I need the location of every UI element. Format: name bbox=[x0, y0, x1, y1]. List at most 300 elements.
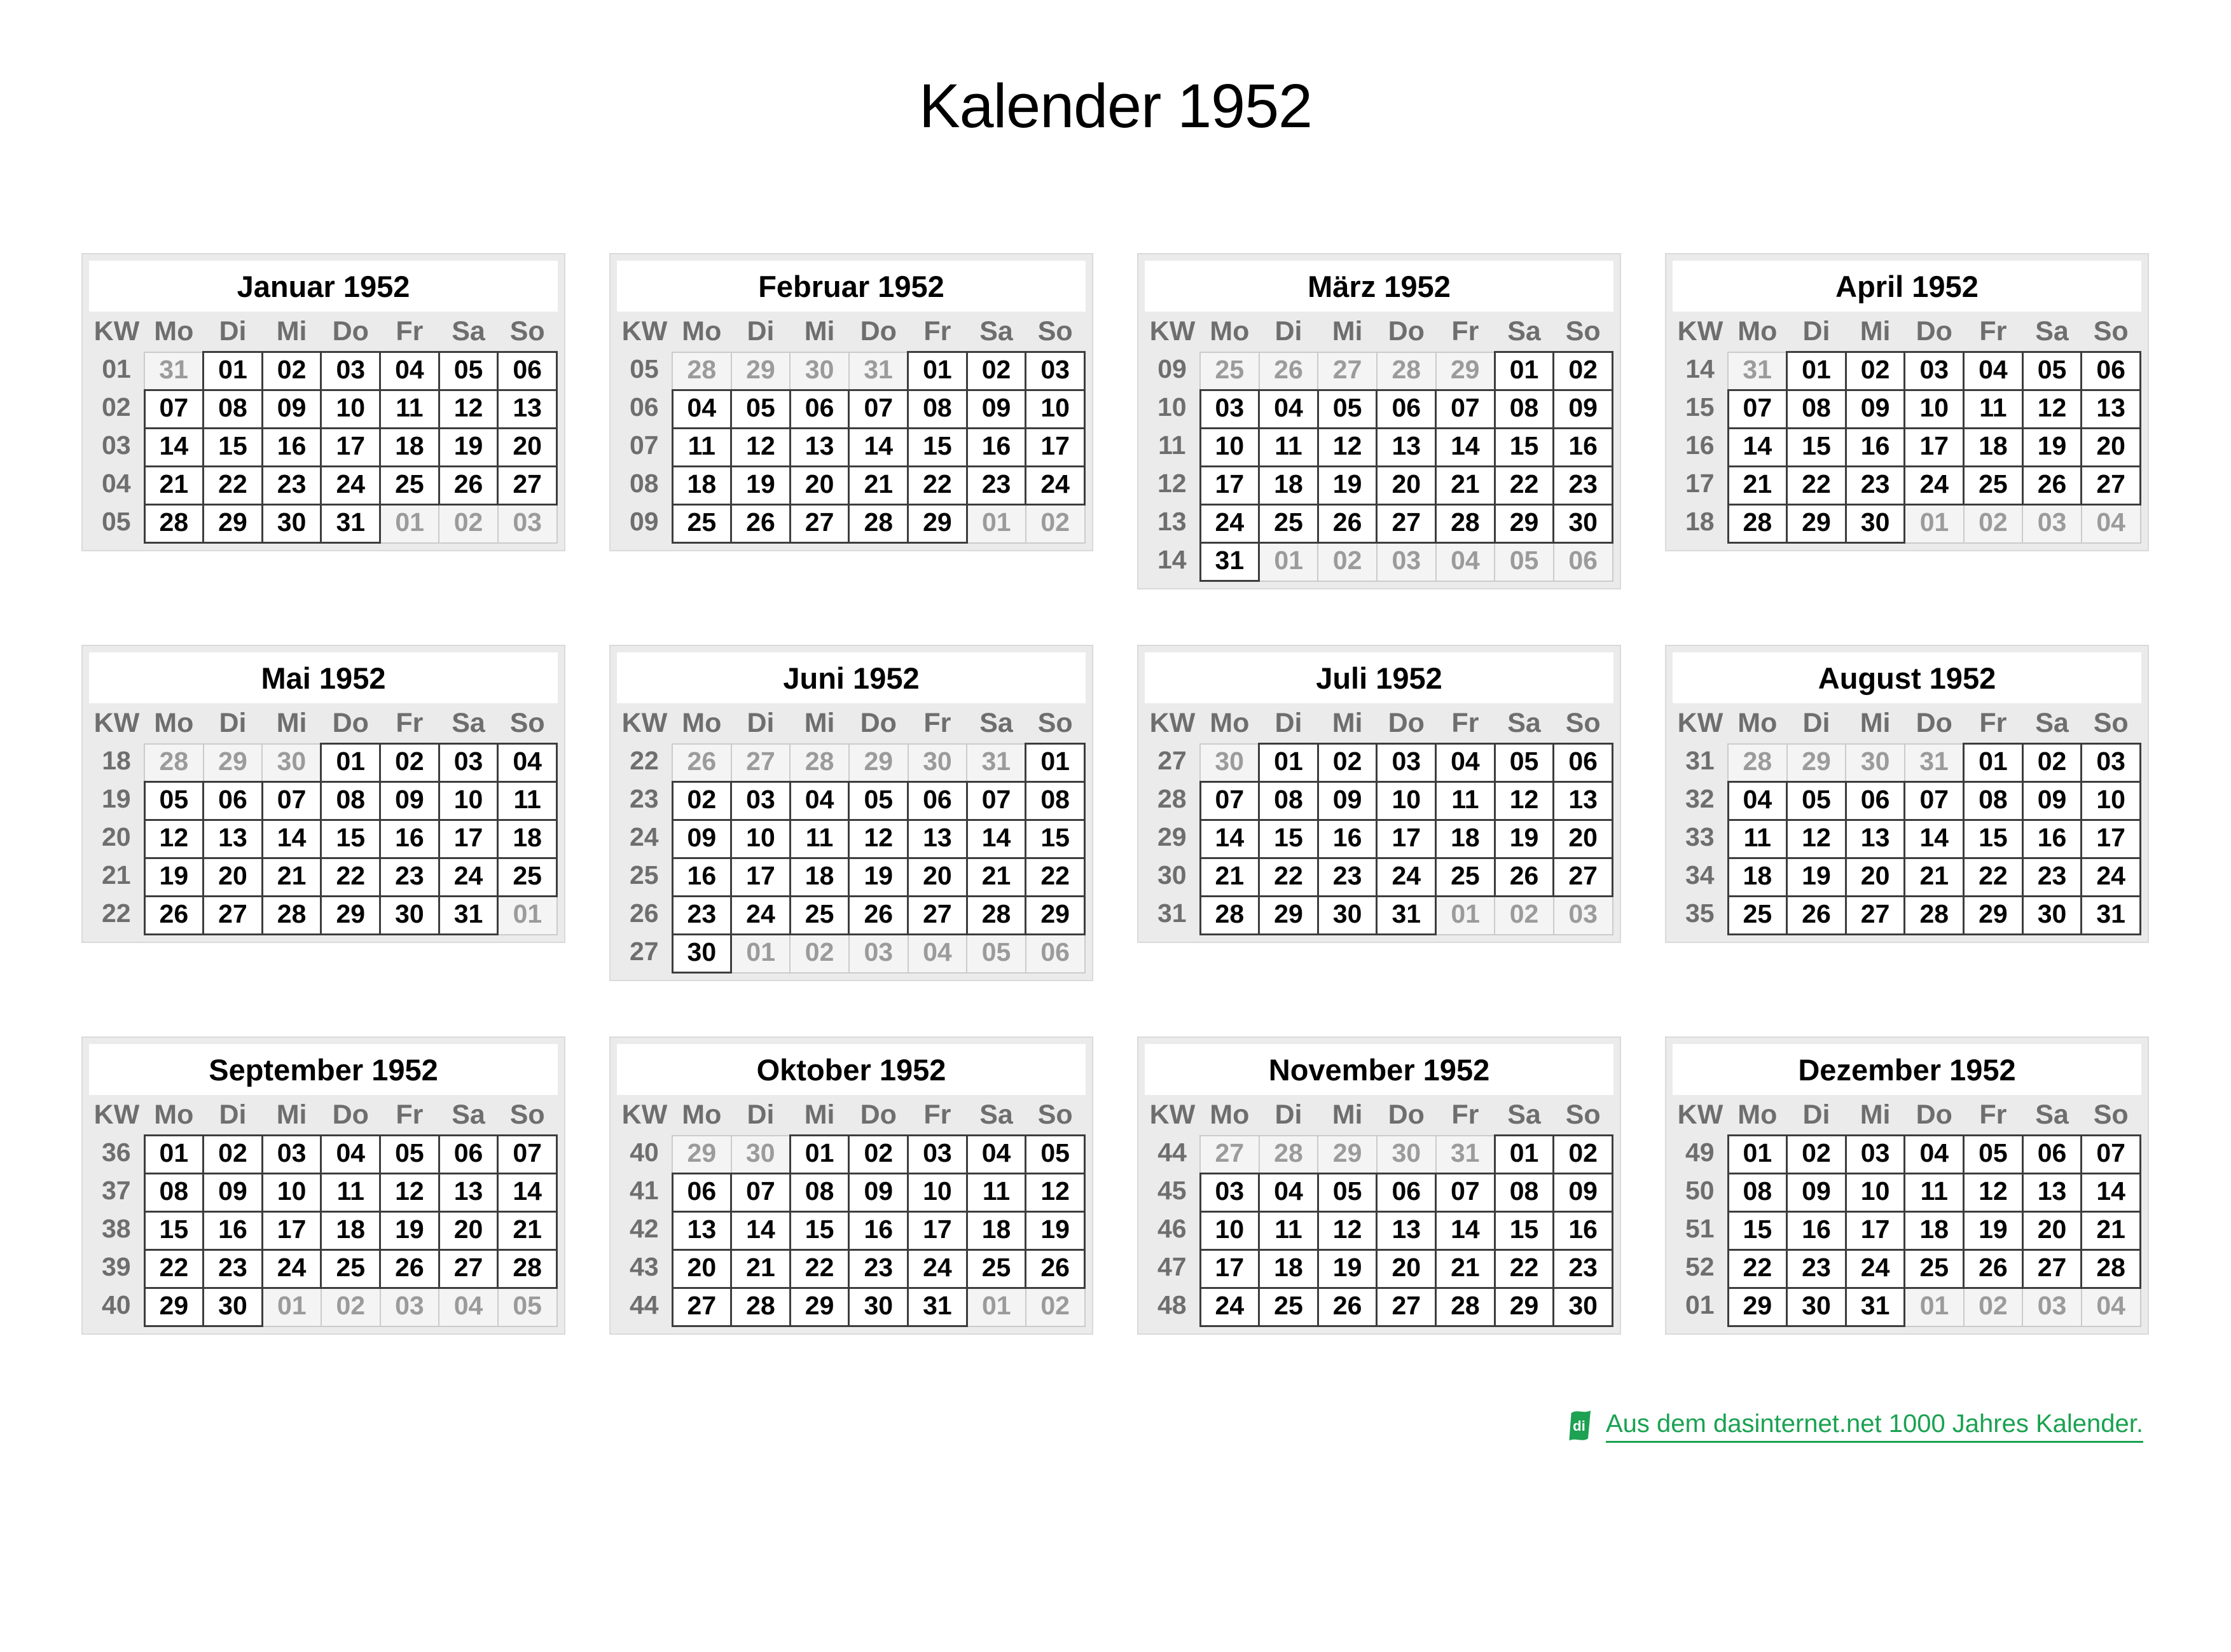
day-cell: 04 bbox=[380, 352, 439, 390]
day-cell: 09 bbox=[1787, 1174, 1846, 1212]
week-row bbox=[89, 820, 557, 858]
day-cell: 31 bbox=[1377, 897, 1436, 935]
week-number-cell: 03 bbox=[101, 430, 131, 460]
week-number-cell: 51 bbox=[1685, 1213, 1715, 1243]
week-number-cell: 35 bbox=[1685, 898, 1715, 928]
weekday-header: Do bbox=[332, 707, 369, 738]
week-row bbox=[1145, 543, 1613, 581]
day-cell: 11 bbox=[498, 782, 557, 820]
day-cell: 25 bbox=[1905, 1250, 1964, 1288]
day-cell: 03 bbox=[380, 1288, 439, 1326]
day-cell: 29 bbox=[204, 505, 263, 543]
day-cell: 30 bbox=[1200, 744, 1259, 782]
day-cell: 27 bbox=[731, 744, 791, 782]
weekday-header: Mo bbox=[682, 315, 722, 347]
day-cell: 27 bbox=[1318, 352, 1377, 390]
day-cell: 28 bbox=[1377, 352, 1436, 390]
week-row bbox=[1673, 782, 2141, 820]
week-number-cell: 27 bbox=[1157, 745, 1187, 775]
day-cell: 31 bbox=[144, 352, 204, 390]
day-cell: 12 bbox=[439, 390, 498, 429]
day-cell: 20 bbox=[498, 429, 557, 467]
weekday-header: Sa bbox=[979, 1099, 1013, 1130]
week-row bbox=[1673, 429, 2141, 467]
weekday-header: Do bbox=[860, 315, 897, 347]
day-cell: 10 bbox=[731, 820, 791, 858]
month-title: April 1952 bbox=[1673, 261, 2141, 312]
day-cell: 30 bbox=[1846, 505, 1905, 543]
day-cell: 14 bbox=[967, 820, 1026, 858]
day-cell: 21 bbox=[1200, 858, 1259, 897]
day-cell: 31 bbox=[439, 897, 498, 935]
day-cell: 28 bbox=[1728, 744, 1787, 782]
day-cell: 11 bbox=[1905, 1174, 1964, 1212]
day-cell: 05 bbox=[1318, 390, 1377, 429]
day-cell: 05 bbox=[1318, 1174, 1377, 1212]
day-cell: 02 bbox=[262, 352, 321, 390]
day-cell: 21 bbox=[849, 467, 908, 505]
month-grid bbox=[1145, 703, 1613, 935]
day-cell: 19 bbox=[439, 429, 498, 467]
week-row bbox=[1673, 390, 2141, 429]
month-title: August 1952 bbox=[1673, 652, 2141, 703]
day-cell: 14 bbox=[731, 1212, 791, 1250]
day-cell: 22 bbox=[908, 467, 967, 505]
day-cell: 24 bbox=[321, 467, 380, 505]
day-cell: 23 bbox=[967, 467, 1026, 505]
day-cell: 02 bbox=[1554, 352, 1613, 390]
day-cell: 29 bbox=[849, 744, 908, 782]
day-cell: 26 bbox=[144, 897, 204, 935]
day-cell: 02 bbox=[2022, 744, 2082, 782]
day-cell: 25 bbox=[1436, 858, 1495, 897]
day-cell: 08 bbox=[144, 1174, 204, 1212]
day-cell: 22 bbox=[204, 467, 263, 505]
day-cell: 02 bbox=[204, 1136, 263, 1174]
day-cell: 10 bbox=[1377, 782, 1436, 820]
day-cell: 09 bbox=[2022, 782, 2082, 820]
day-cell: 15 bbox=[1026, 820, 1085, 858]
day-cell: 25 bbox=[380, 467, 439, 505]
week-row bbox=[1145, 782, 1613, 820]
kw-column-header: KW bbox=[1677, 708, 1723, 739]
day-cell: 13 bbox=[2022, 1174, 2082, 1212]
day-cell: 03 bbox=[849, 935, 908, 973]
day-cell: 08 bbox=[1728, 1174, 1787, 1212]
day-cell: 24 bbox=[731, 897, 791, 935]
day-cell: 22 bbox=[1728, 1250, 1787, 1288]
weekday-header: Mi bbox=[1860, 315, 1891, 347]
weekday-header: Mi bbox=[276, 315, 307, 347]
day-cell: 29 bbox=[1728, 1288, 1787, 1326]
week-row bbox=[1145, 1174, 1613, 1212]
day-cell: 27 bbox=[1200, 1136, 1259, 1174]
day-cell: 21 bbox=[262, 858, 321, 897]
week-number-cell: 25 bbox=[629, 860, 659, 890]
day-cell: 02 bbox=[790, 935, 849, 973]
day-cell: 05 bbox=[1026, 1136, 1085, 1174]
week-row bbox=[617, 1250, 1085, 1288]
day-cell: 01 bbox=[321, 744, 380, 782]
day-cell: 30 bbox=[380, 897, 439, 935]
day-cell: 28 bbox=[498, 1250, 557, 1288]
day-cell: 02 bbox=[1964, 505, 2023, 543]
weekday-header: Sa bbox=[452, 707, 485, 738]
week-row bbox=[1673, 820, 2141, 858]
weekday-header: So bbox=[1565, 1099, 1601, 1130]
month-grid bbox=[617, 703, 1086, 974]
weekday-header: Mi bbox=[276, 707, 307, 738]
week-row bbox=[1145, 390, 1613, 429]
day-cell: 10 bbox=[2082, 782, 2141, 820]
day-cell: 23 bbox=[849, 1250, 908, 1288]
day-cell: 25 bbox=[967, 1250, 1026, 1288]
day-cell: 26 bbox=[1787, 897, 1846, 935]
day-cell: 26 bbox=[1318, 505, 1377, 543]
day-cell: 11 bbox=[1436, 782, 1495, 820]
day-cell: 21 bbox=[1905, 858, 1964, 897]
day-cell: 07 bbox=[1436, 1174, 1495, 1212]
day-cell: 22 bbox=[144, 1250, 204, 1288]
day-cell: 28 bbox=[262, 897, 321, 935]
day-cell: 22 bbox=[1787, 467, 1846, 505]
day-cell: 02 bbox=[1318, 543, 1377, 581]
week-row bbox=[89, 782, 557, 820]
weekday-header: Mi bbox=[1332, 1099, 1363, 1130]
day-cell: 07 bbox=[498, 1136, 557, 1174]
day-cell: 29 bbox=[672, 1136, 731, 1174]
week-row bbox=[617, 744, 1085, 782]
week-row bbox=[1673, 744, 2141, 782]
month-grid bbox=[1673, 312, 2141, 544]
day-cell: 15 bbox=[1787, 429, 1846, 467]
week-row bbox=[1673, 1174, 2141, 1212]
day-cell: 29 bbox=[1964, 897, 2023, 935]
weekday-header: So bbox=[1037, 707, 1073, 738]
week-row bbox=[617, 782, 1085, 820]
month-grid bbox=[1145, 312, 1613, 582]
day-cell: 21 bbox=[967, 858, 1026, 897]
day-cell: 13 bbox=[204, 820, 263, 858]
day-cell: 13 bbox=[790, 429, 849, 467]
day-cell: 28 bbox=[967, 897, 1026, 935]
day-cell: 02 bbox=[1495, 897, 1554, 935]
day-cell: 10 bbox=[1905, 390, 1964, 429]
week-number-cell: 36 bbox=[101, 1137, 131, 1167]
weekday-header: Do bbox=[1916, 1099, 1952, 1130]
day-cell: 13 bbox=[1377, 1212, 1436, 1250]
day-cell: 13 bbox=[1846, 820, 1905, 858]
logo-text: di bbox=[1573, 1418, 1585, 1435]
week-number-cell: 48 bbox=[1157, 1290, 1187, 1319]
weekday-header: Do bbox=[860, 707, 897, 738]
day-cell: 03 bbox=[439, 744, 498, 782]
weekday-header: Mo bbox=[1737, 707, 1778, 738]
day-cell: 03 bbox=[1846, 1136, 1905, 1174]
weekday-header: So bbox=[1037, 315, 1073, 347]
day-cell: 11 bbox=[967, 1174, 1026, 1212]
day-cell: 05 bbox=[439, 352, 498, 390]
day-cell: 20 bbox=[908, 858, 967, 897]
day-cell: 19 bbox=[849, 858, 908, 897]
weekday-header: Fr bbox=[923, 707, 951, 738]
month-title: Januar 1952 bbox=[89, 261, 558, 312]
weekday-header: Di bbox=[1274, 707, 1302, 738]
day-cell: 04 bbox=[1964, 352, 2023, 390]
day-cell: 17 bbox=[1026, 429, 1085, 467]
day-cell: 21 bbox=[1436, 1250, 1495, 1288]
day-cell: 01 bbox=[1787, 352, 1846, 390]
day-cell: 04 bbox=[1259, 1174, 1318, 1212]
day-cell: 07 bbox=[1200, 782, 1259, 820]
day-cell: 26 bbox=[672, 744, 731, 782]
day-cell: 11 bbox=[1259, 429, 1318, 467]
day-cell: 18 bbox=[1259, 1250, 1318, 1288]
dasinternet-kalender-link[interactable] bbox=[1565, 1408, 2143, 1445]
day-cell: 28 bbox=[144, 505, 204, 543]
day-cell: 01 bbox=[380, 505, 439, 543]
day-cell: 25 bbox=[1200, 352, 1259, 390]
week-number-cell: 09 bbox=[629, 506, 659, 536]
weekday-header: Sa bbox=[979, 315, 1013, 347]
weekday-header: Fr bbox=[1979, 1099, 2007, 1130]
day-cell: 17 bbox=[1200, 467, 1259, 505]
day-cell: 29 bbox=[731, 352, 791, 390]
day-cell: 25 bbox=[1964, 467, 2023, 505]
week-number-cell: 22 bbox=[630, 745, 659, 775]
day-cell: 22 bbox=[1259, 858, 1318, 897]
day-cell: 16 bbox=[967, 429, 1026, 467]
day-cell: 25 bbox=[672, 505, 731, 543]
week-row bbox=[617, 390, 1085, 429]
day-cell: 09 bbox=[1554, 1174, 1613, 1212]
weekday-header: Do bbox=[1388, 707, 1425, 738]
day-cell: 08 bbox=[908, 390, 967, 429]
day-cell: 03 bbox=[1377, 543, 1436, 581]
month-card-september bbox=[81, 1036, 565, 1335]
week-number-cell: 04 bbox=[101, 468, 131, 498]
week-number-cell: 44 bbox=[1157, 1137, 1187, 1167]
week-row bbox=[617, 1174, 1085, 1212]
day-cell: 01 bbox=[1259, 543, 1318, 581]
weekday-header: So bbox=[2093, 707, 2129, 738]
day-cell: 22 bbox=[1964, 858, 2023, 897]
day-cell: 02 bbox=[439, 505, 498, 543]
day-cell: 01 bbox=[1728, 1136, 1787, 1174]
week-row bbox=[1673, 1250, 2141, 1288]
day-cell: 01 bbox=[1905, 505, 1964, 543]
week-row bbox=[89, 897, 557, 935]
week-row bbox=[1673, 1288, 2141, 1326]
week-number-cell: 39 bbox=[101, 1251, 131, 1281]
day-cell: 16 bbox=[1846, 429, 1905, 467]
day-cell: 31 bbox=[1436, 1136, 1495, 1174]
day-cell: 30 bbox=[1554, 1288, 1613, 1326]
day-cell: 10 bbox=[439, 782, 498, 820]
weekday-header: Di bbox=[219, 1099, 247, 1130]
day-cell: 23 bbox=[1318, 858, 1377, 897]
weekday-header: Di bbox=[1274, 1099, 1302, 1130]
month-grid bbox=[89, 312, 558, 544]
week-row bbox=[617, 429, 1085, 467]
week-number-cell: 09 bbox=[1157, 354, 1187, 383]
weekday-header: Mo bbox=[1210, 1099, 1250, 1130]
week-number-cell: 46 bbox=[1157, 1213, 1187, 1243]
day-cell: 18 bbox=[1259, 467, 1318, 505]
week-number-cell: 01 bbox=[1685, 1290, 1715, 1319]
day-cell: 02 bbox=[380, 744, 439, 782]
week-row bbox=[1673, 858, 2141, 897]
kw-column-header: KW bbox=[621, 316, 668, 347]
day-cell: 26 bbox=[2022, 467, 2082, 505]
day-cell: 16 bbox=[1318, 820, 1377, 858]
week-number-cell: 31 bbox=[1685, 745, 1715, 775]
day-cell: 29 bbox=[321, 897, 380, 935]
day-cell: 16 bbox=[672, 858, 731, 897]
day-cell: 11 bbox=[1964, 390, 2023, 429]
month-grid bbox=[1673, 703, 2141, 935]
weekday-header: Fr bbox=[1451, 1099, 1479, 1130]
month-title: Mai 1952 bbox=[89, 652, 558, 703]
day-cell: 14 bbox=[1436, 429, 1495, 467]
day-cell: 17 bbox=[321, 429, 380, 467]
day-cell: 20 bbox=[790, 467, 849, 505]
week-number-cell: 29 bbox=[1157, 822, 1187, 851]
kw-column-header: KW bbox=[1149, 1099, 1196, 1131]
day-cell: 02 bbox=[849, 1136, 908, 1174]
day-cell: 15 bbox=[1728, 1212, 1787, 1250]
day-cell: 08 bbox=[1495, 1174, 1554, 1212]
week-number-cell: 15 bbox=[1685, 392, 1715, 422]
day-cell: 08 bbox=[1787, 390, 1846, 429]
day-cell: 11 bbox=[380, 390, 439, 429]
week-row bbox=[1673, 1136, 2141, 1174]
day-cell: 22 bbox=[321, 858, 380, 897]
week-row bbox=[1673, 467, 2141, 505]
weekday-header: So bbox=[509, 315, 545, 347]
day-cell: 07 bbox=[2082, 1136, 2141, 1174]
week-row bbox=[89, 1288, 557, 1326]
day-cell: 02 bbox=[672, 782, 731, 820]
day-cell: 05 bbox=[2022, 352, 2082, 390]
week-number-cell: 12 bbox=[1157, 468, 1187, 498]
day-cell: 19 bbox=[2022, 429, 2082, 467]
day-cell: 27 bbox=[1846, 897, 1905, 935]
week-row bbox=[1673, 1212, 2141, 1250]
day-cell: 22 bbox=[1495, 1250, 1554, 1288]
day-cell: 06 bbox=[1377, 1174, 1436, 1212]
week-number-cell: 22 bbox=[101, 898, 131, 928]
day-cell: 07 bbox=[1728, 390, 1787, 429]
weekday-header: Fr bbox=[923, 315, 951, 347]
day-cell: 23 bbox=[262, 467, 321, 505]
weekday-header: Fr bbox=[1451, 707, 1479, 738]
weekday-header: Sa bbox=[2035, 707, 2069, 738]
weekday-header: Di bbox=[1274, 315, 1302, 347]
day-cell: 14 bbox=[1728, 429, 1787, 467]
kw-column-header: KW bbox=[1149, 708, 1196, 739]
day-cell: 28 bbox=[1436, 505, 1495, 543]
week-number-cell: 08 bbox=[629, 468, 659, 498]
day-cell: 30 bbox=[731, 1136, 791, 1174]
day-cell: 19 bbox=[1964, 1212, 2023, 1250]
day-cell: 28 bbox=[731, 1288, 791, 1326]
weekday-header: Di bbox=[1802, 707, 1830, 738]
day-cell: 26 bbox=[849, 897, 908, 935]
day-cell: 04 bbox=[1728, 782, 1787, 820]
month-card-oktober bbox=[609, 1036, 1093, 1335]
week-number-cell: 02 bbox=[101, 392, 131, 422]
day-cell: 23 bbox=[672, 897, 731, 935]
day-cell: 29 bbox=[1787, 505, 1846, 543]
day-cell: 11 bbox=[321, 1174, 380, 1212]
day-cell: 04 bbox=[1436, 744, 1495, 782]
day-cell: 04 bbox=[672, 390, 731, 429]
kw-column-header: KW bbox=[1677, 316, 1723, 347]
day-cell: 01 bbox=[1436, 897, 1495, 935]
day-cell: 18 bbox=[498, 820, 557, 858]
week-number-cell: 26 bbox=[629, 898, 659, 928]
day-cell: 09 bbox=[262, 390, 321, 429]
weekday-header: Fr bbox=[1451, 315, 1479, 347]
day-cell: 06 bbox=[2082, 352, 2141, 390]
day-cell: 17 bbox=[439, 820, 498, 858]
day-cell: 18 bbox=[1436, 820, 1495, 858]
day-cell: 15 bbox=[1964, 820, 2023, 858]
day-cell: 12 bbox=[1495, 782, 1554, 820]
day-cell: 28 bbox=[1259, 1136, 1318, 1174]
month-card-november bbox=[1137, 1036, 1621, 1335]
week-row bbox=[89, 1174, 557, 1212]
week-row bbox=[89, 429, 557, 467]
day-cell: 19 bbox=[1495, 820, 1554, 858]
weekday-header: Mi bbox=[1860, 707, 1891, 738]
day-cell: 31 bbox=[2082, 897, 2141, 935]
day-cell: 11 bbox=[1728, 820, 1787, 858]
day-cell: 08 bbox=[1495, 390, 1554, 429]
day-cell: 03 bbox=[1026, 352, 1085, 390]
week-row bbox=[617, 1136, 1085, 1174]
day-cell: 29 bbox=[144, 1288, 204, 1326]
day-cell: 08 bbox=[1964, 782, 2023, 820]
day-cell: 15 bbox=[908, 429, 967, 467]
month-title: November 1952 bbox=[1145, 1044, 1613, 1095]
week-number-cell: 27 bbox=[629, 936, 659, 966]
kw-column-header: KW bbox=[93, 316, 140, 347]
day-cell: 21 bbox=[498, 1212, 557, 1250]
day-cell: 30 bbox=[2022, 897, 2082, 935]
day-cell: 27 bbox=[2082, 467, 2141, 505]
week-number-cell: 13 bbox=[1157, 506, 1187, 536]
day-cell: 28 bbox=[1728, 505, 1787, 543]
week-row bbox=[89, 390, 557, 429]
day-cell: 01 bbox=[262, 1288, 321, 1326]
day-cell: 29 bbox=[1495, 505, 1554, 543]
day-cell: 29 bbox=[1259, 897, 1318, 935]
week-row bbox=[1145, 505, 1613, 543]
day-cell: 18 bbox=[967, 1212, 1026, 1250]
day-cell: 01 bbox=[1905, 1288, 1964, 1326]
day-cell: 03 bbox=[2022, 505, 2082, 543]
day-cell: 29 bbox=[1495, 1288, 1554, 1326]
footer-link-text: Aus dem dasinternet.net 1000 Jahres Kalender. bbox=[1606, 1410, 2143, 1443]
day-cell: 20 bbox=[439, 1212, 498, 1250]
day-cell: 17 bbox=[262, 1212, 321, 1250]
day-cell: 14 bbox=[1905, 820, 1964, 858]
day-cell: 29 bbox=[1436, 352, 1495, 390]
day-cell: 02 bbox=[1787, 1136, 1846, 1174]
month-title: Dezember 1952 bbox=[1673, 1044, 2141, 1095]
